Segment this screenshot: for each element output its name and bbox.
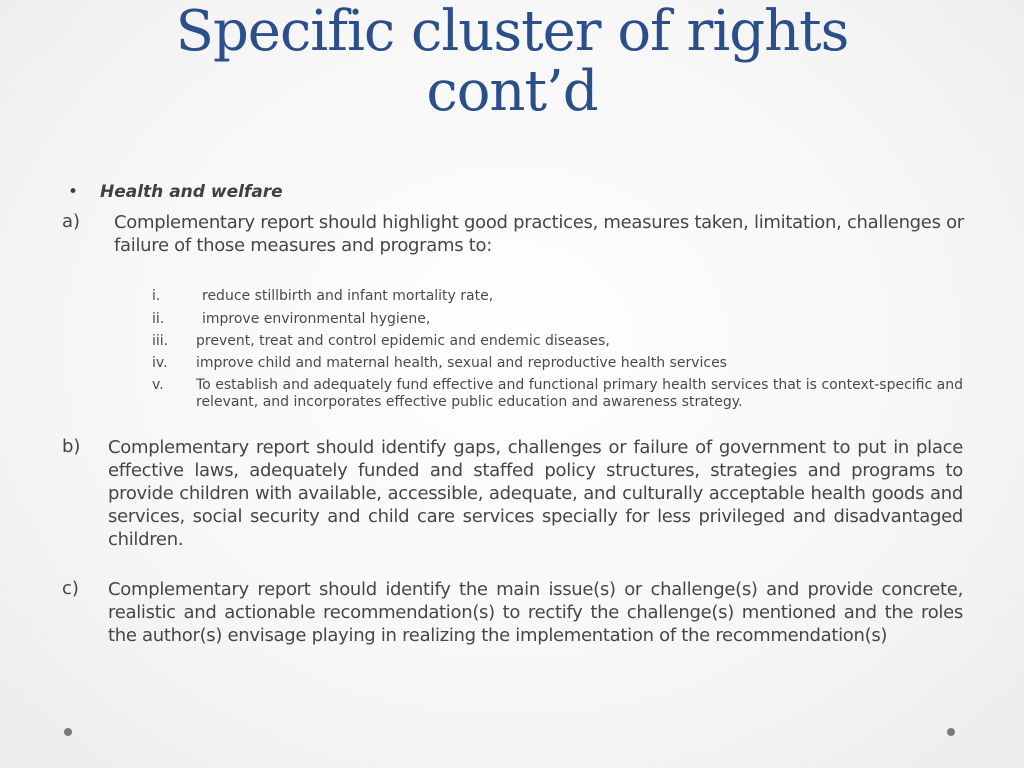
- subitem-text: improve environmental hygiene,: [202, 311, 431, 327]
- slide-title-line-2: cont’d: [426, 59, 598, 124]
- corner-dot-right: [947, 728, 955, 736]
- item-a-text: Complementary report should highlight good practices, measures taken, limitation, challenges or failure of those measures and programs to:: [114, 212, 964, 256]
- subitem-marker: v.: [152, 377, 164, 393]
- subitem-marker: ii.: [152, 311, 165, 327]
- subitem-marker: iii.: [152, 333, 169, 349]
- subitem-marker: i.: [152, 288, 161, 304]
- subitem-text: To establish and adequately fund effective and functional primary health services that is context-specific and relevant, and incorporates effective public education and awareness strategy.: [196, 377, 963, 410]
- item-b-marker: b): [62, 436, 81, 457]
- subitem-text: reduce stillbirth and infant mortality rate,: [202, 288, 494, 304]
- subitem-marker: iv.: [152, 355, 168, 371]
- corner-dot-left: [64, 728, 72, 736]
- item-b-text: Complementary report should identify gaps, challenges or failure of government to put in place effective laws, adequately funded and staffed policy structures, strategies and programs to provide children with available, accessible, adequate, and culturally acceptable health goods and services, social security and child care services specially for less privileged and disadvantaged children.: [108, 437, 963, 550]
- item-a-marker: a): [62, 211, 81, 232]
- slide-title-line-1: Specific cluster of rights: [175, 0, 849, 64]
- bullet-icon: •: [68, 182, 79, 202]
- item-c-text: Complementary report should identify the main issue(s) or challenge(s) and provide concrete, realistic and actionable recommendation(s) to rectify the challenge(s) mentioned and the roles the author(s) envisage playing in realizing the implementation of the recommendation(s): [108, 579, 963, 646]
- section-heading: Health and welfare: [100, 182, 283, 202]
- subitem-text: improve child and maternal health, sexual and reproductive health services: [196, 355, 727, 371]
- item-c-marker: c): [62, 578, 79, 599]
- subitem-text: prevent, treat and control epidemic and endemic diseases,: [196, 333, 610, 349]
